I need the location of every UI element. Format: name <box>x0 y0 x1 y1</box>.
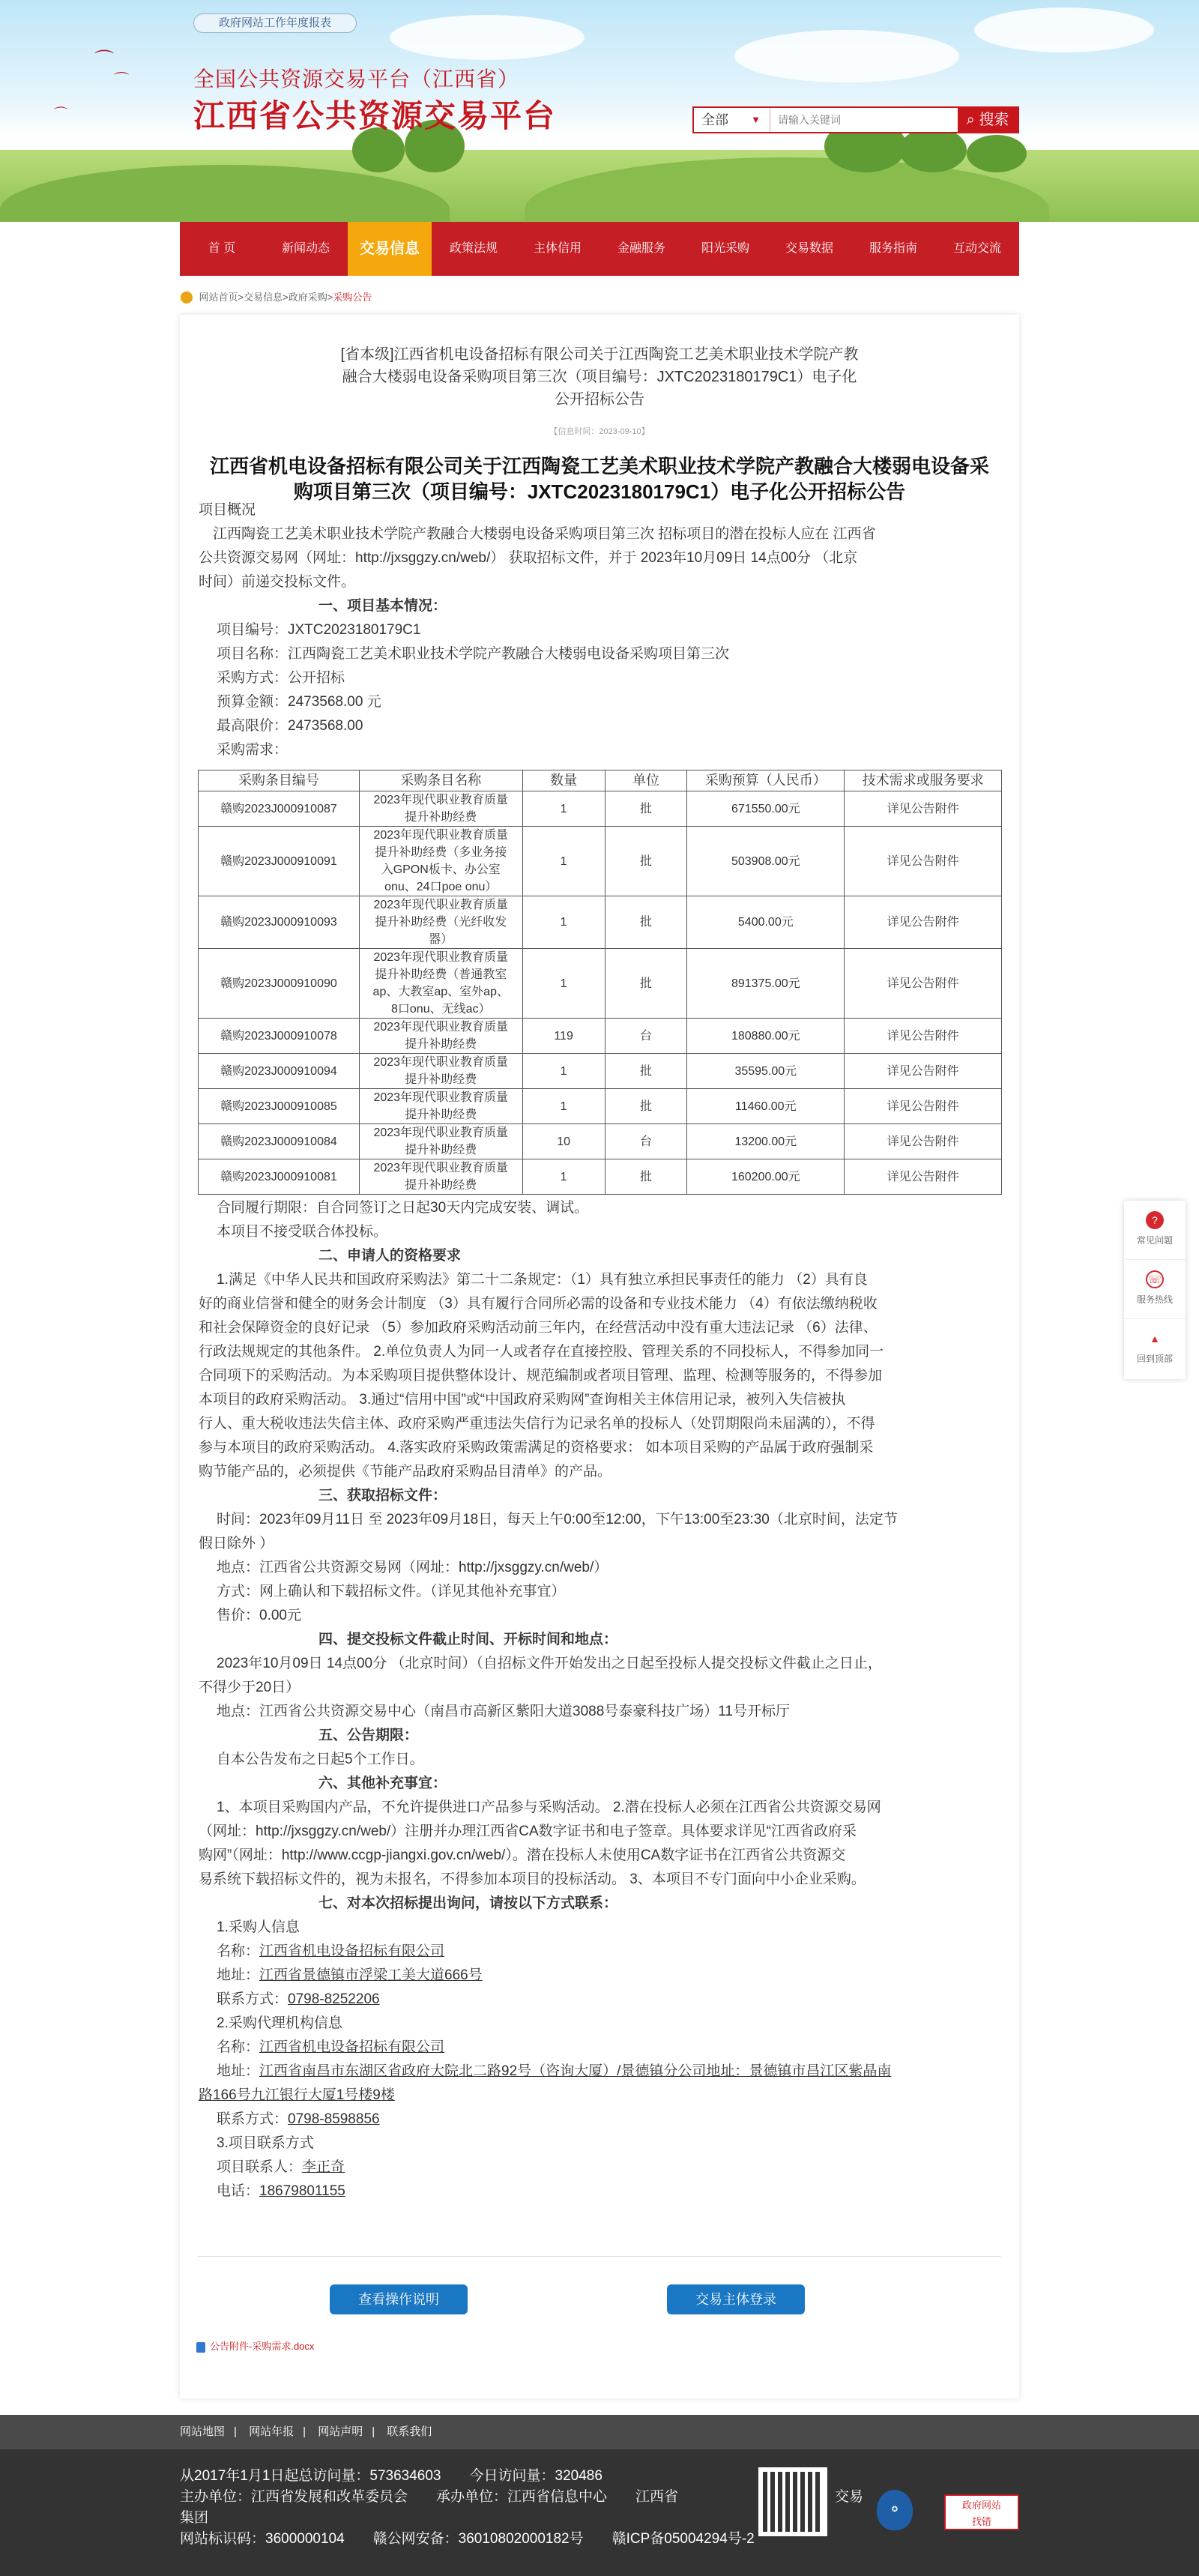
agency-address-link[interactable]: 江西省南昌市东湖区省政府大院北二路92号（咨询大厦）/景德镇分公司地址：景德镇市昌江区紫晶南 <box>259 2063 892 2079</box>
nav-item-interact[interactable]: 互动交流 <box>952 242 1001 255</box>
table-row: 赣购2023J000910085 2023年现代职业教育质量 提升补助经费 1 批 11460.00元 详见公告附件 <box>199 1089 1002 1124</box>
footer-link-annual[interactable]: 网站年报 <box>249 2425 295 2438</box>
qr-code <box>758 2467 827 2536</box>
table-row: 赣购2023J000910087 2023年现代职业教育质量 提升补助经费 1 批 671550.00元 详见公告附件 <box>199 791 1002 827</box>
agency-phone-link[interactable]: 0798-8598856 <box>288 2111 380 2127</box>
buyer-phone-link[interactable]: 0798-8252206 <box>288 1991 380 2007</box>
report-error-badge[interactable]: 政府网站 找错 <box>944 2494 1019 2530</box>
question-icon: ? <box>1146 1211 1164 1229</box>
document-icon <box>196 2342 205 2353</box>
subject-login-button[interactable]: 交易主体登录 <box>667 2284 805 2314</box>
section-heading: 二、申请人的资格要求 <box>318 1248 462 1264</box>
table-row: 赣购2023J000910078 2023年现代职业教育质量 提升补助经费 119 台 180880.00元 详见公告附件 <box>199 1019 1002 1054</box>
table-row: 赣购2023J000910091 2023年现代职业教育质量 提升补助经费（多业务接 入GPON板卡、办公室 onu、24口poe onu） 1 批 503908.00元 详见公告附件 <box>199 827 1002 896</box>
attachment-link[interactable]: 公告附件-采购需求.docx <box>196 2338 314 2353</box>
cloud-decoration <box>734 30 959 82</box>
publish-date: 【信息时间：2023-09-10】 <box>549 427 650 436</box>
overview-label: 项目概况 <box>199 502 256 518</box>
search-box <box>692 106 1019 133</box>
main-nav <box>180 222 1019 276</box>
breadcrumb-level1[interactable]: 交易信息 <box>244 292 283 303</box>
nav-item-news[interactable]: 新闻动态 <box>281 242 330 255</box>
site-header <box>0 0 1199 222</box>
breadcrumb: ⬤ 网站首页>交易信息>政府采购>采购公告 <box>180 291 372 304</box>
breadcrumb-current[interactable]: 采购公告 <box>333 292 372 303</box>
nav-item-guide[interactable]: 服务指南 <box>869 242 917 255</box>
section-heading: 七、对本次招标提出询问，请按以下方式联系： <box>318 1895 618 1911</box>
footer-link-contact[interactable]: 联系我们 <box>387 2425 432 2438</box>
cloud-decoration <box>974 7 1154 52</box>
sponsor-info: 主办单位：江西省发展和改革委员会 承办单位：江西省信息中心 江西省 <box>180 2489 679 2505</box>
section-heading: 六、其他补充事宜： <box>318 1776 447 1791</box>
nav-item-sunshine[interactable]: 阳光采购 <box>701 242 749 255</box>
buyer-address-link[interactable]: 江西省景德镇市浮梁工美大道666号 <box>259 1967 483 1983</box>
article-body-part1: 项目概况 江西陶瓷工艺美术职业技术学院产教融合大楼弱电设备采购项目第三次 招标项目的潜在投标人应在 江西省 公共资源交易网（网址：http://jxsggzy.cn/web/） 获取招标文件，并于 2023年10月09日 14点00分 （北京 时间）前递交投标文件。 一、项目基本情况： 项目编号：JXTC2023180179C1 项目名称：江西陶瓷工艺美术职业技术学院产教融合大楼弱电设备采购项目第三次 采购方式：公开招标 预算金额：2473568.00 元 最高限价：2473568.00 采购需求： <box>199 498 1005 762</box>
party-gov-badge-icon[interactable]: ✪ <box>877 2490 913 2530</box>
phone-icon: ☏ <box>1146 1270 1164 1288</box>
floating-toolbar <box>1124 1201 1186 1379</box>
footer-links-bar: 网站地图 | 网站年报 | 网站声明 | 联系我们 <box>0 2415 1199 2449</box>
sponsor-group: 集团 <box>180 2510 209 2526</box>
table-row: 赣购2023J000910081 2023年现代职业教育质量 提升补助经费 1 批 160200.00元 详见公告附件 <box>199 1159 1002 1195</box>
section-heading: 五、公告期限： <box>318 1728 419 1743</box>
search-input[interactable] <box>770 108 958 132</box>
chevron-down-icon: ▼ <box>751 114 761 125</box>
buyer-name-link[interactable]: 江西省机电设备招标有限公司 <box>259 1943 445 1959</box>
faq-button[interactable]: ? 常见问题 <box>1124 1201 1186 1260</box>
site-ids: 网站标识码：3600000104 赣公网安备：36010802000182号 赣ICP备05004294号-2 <box>180 2531 755 2547</box>
location-pin-icon: ⬤ <box>180 291 193 304</box>
sponsor-info-tail: 交易 <box>835 2489 864 2505</box>
nav-item-finance[interactable]: 金融服务 <box>617 242 665 255</box>
hotline-button[interactable]: ☏ 服务热线 <box>1124 1260 1186 1319</box>
view-guide-button[interactable]: 查看操作说明 <box>330 2284 468 2314</box>
site-title[interactable]: 江西省公共资源交易平台 <box>193 97 557 134</box>
table-row: 赣购2023J000910090 2023年现代职业教育质量 提升补助经费（普通教室 ap、大教室ap、室外ap、 8口onu、无线ac） 1 批 891375.00元 详见公告附件 <box>199 949 1002 1019</box>
nav-item-policy[interactable]: 政策法规 <box>449 242 498 255</box>
section-heading: 一、项目基本情况： <box>318 598 447 614</box>
search-scope-select[interactable]: 全部 ▼ <box>694 108 770 132</box>
bird-icon: ⌒ <box>94 49 115 71</box>
breadcrumb-level2[interactable]: 政府采购 <box>288 292 327 303</box>
footer-link-sitemap[interactable]: 网站地图 <box>180 2425 226 2438</box>
bird-icon: ⌒ <box>54 106 67 121</box>
annual-report-link[interactable]: 政府网站工作年度报表 <box>193 13 357 33</box>
agency-address-link-cont[interactable]: 路166号九江银行大厦1号楼9楼 <box>199 2087 395 2103</box>
article-body-part2: 合同履行期限：自合同签订之日起30天内完成安装、调试。 本项目不接受联合体投标。 二、申请人的资格要求 1.满足《中华人民共和国政府采购法》第二十二条规定：（1）具有独立承担民事责任的能力 （2）具有良 好的商业信誉和健全的财务会计制度 （3）具有履行合同所必需的设备和专业技术能力 （4）有依法缴纳税收 和社会保障资金的良好记录 （5）参加政府采购活动前三年内，在经营活动中没有重大违法记录 （6）法律、 行政法规规定的其他条件。 2.单位负责人为同一人或者存在直接控股、管理关系的不同投标人，不得参加同一 合同项下的采购活动。为本采购项目提供整体设计、规范编制或者项目管理、监理、检测等服务的，不得参加 本项目的政府采购活动。 3.通过“信用中国”或“中国政府采购网”查询相关主体信用记录，被列入失信被执 行人、重大税收违法失信主体、政府采购严重违法失信行为记录名单的投标人（处罚期限尚未届满的），不得 参与本项目的政府采购活动。 4.落实政府采购政策需满足的资格要求： 如本项目采购的产品属于政府强制采 购节能产品的，必须提供《节能产品政府采购品目清单》的产品。 三、获取招标文件： 时间：2023年09月11日 至 2023年09月18日，每天上午0:00至12:00，下午13:00至23:30（北京时间，法定节 假日除外 ） 地点：江西省公共资源交易网（网址：http://jxsggzy.cn/web/） 方式：网上确认和下载招标文件。（详见其他补充事宜） 售价：0.00元 四、提交投标文件截止时间、开标时间和地点： 2023年10月09日 14点00分 （北京时间）（自招标文件开始发出之日起至投标人提交投标文件截止之日止， 不得少于20日） 地点：江西省公共资源交易中心（南昌市高新区紫阳大道3088号泰豪科技广场）11号开标厅 五、公告期限： 自本公告发布之日起5个工作日。 六、其他补充事宜： 1、本项目采购国内产品，不允许提供进口产品参与采购活动。 2.潜在投标人必须在江西省公共资源交易网 （网址：http://jxsggzy.cn/web/）注册并办理江西省CA数字证书和电子签章。具体要求详见“江西省政府采 购网”（网址：http://www.ccgp-jiangxi.gov.cn/web/）。潜在投标人未使用CA数字证书在江西省公共资源交 易系统下载招标文件的，视为未报名，不得参加本项目的投标活动。 3、本项目不专门面向中小企业采购。 七、对本次招标提出询问，请按以下方式联系： 1.采购人信息 名称：江西省机电设备招标有限公司 地址：江西省景德镇市浮梁工美大道666号 联系方式：0798-8252206 2.采购代理机构信息 名称：江西省机电设备招标有限公司 地址：江西省南昌市东湖区省政府大院北二路92号（咨询大厦）/景德镇分公司地址：景德镇市昌江区紫晶南 路166号九江银行大厦1号楼9楼 联系方式：0798-8598856 3.项目联系方式 项目联系人：李正奇 电话：18679801155 <box>199 1196 1005 2204</box>
search-button[interactable]: ⌕ 搜索 <box>958 108 1018 132</box>
back-to-top-button[interactable]: ▲ 回到顶部 <box>1124 1319 1186 1378</box>
hills-decoration <box>0 150 1199 222</box>
bird-icon: ⌒ <box>114 72 129 88</box>
contact-person-link[interactable]: 李正奇 <box>302 2159 345 2175</box>
contact-phone-link[interactable]: 18679801155 <box>259 2183 345 2199</box>
visit-counter: 从2017年1月1日起总访问量：573634603 今日访问量：320486 <box>180 2468 602 2484</box>
article-title: [省本级]江西省机电设备招标有限公司关于江西陶瓷工艺美术职业技术学院产教 融合大楼弱电设备采购项目第三次（项目编号：JXTC2023180179C1）电子化 公开招标公告 <box>340 346 859 408</box>
requirements-table <box>198 770 1002 1195</box>
nav-item-home[interactable]: 首 页 <box>208 242 236 255</box>
nav-item-credit[interactable]: 主体信用 <box>533 242 582 255</box>
footer-link-statement[interactable]: 网站声明 <box>318 2425 363 2438</box>
table-row: 赣购2023J000910093 2023年现代职业教育质量 提升补助经费（光纤收发 器） 1 批 5400.00元 详见公告附件 <box>199 896 1002 949</box>
table-row: 赣购2023J000910084 2023年现代职业教育质量 提升补助经费 10 台 13200.00元 详见公告附件 <box>199 1124 1002 1159</box>
divider <box>198 2256 1001 2257</box>
table-row: 赣购2023J000910094 2023年现代职业教育质量 提升补助经费 1 批 35595.00元 详见公告附件 <box>199 1054 1002 1089</box>
announcement-heading: 江西省机电设备招标有限公司关于江西陶瓷工艺美术职业技术学院产教融合大楼弱电设备采 购项目第三次（项目编号：JXTC2023180179C1）电子化公开招标公告 <box>209 455 989 503</box>
cloud-decoration <box>390 15 585 60</box>
table-header-row: 采购条目编号 采购条目名称 数量 单位 采购预算（人民币） 技术需求或服务要求 <box>199 770 1002 791</box>
section-heading: 四、提交投标文件截止时间、开标时间和地点： <box>318 1632 618 1647</box>
agency-name-link[interactable]: 江西省机电设备招标有限公司 <box>259 2039 445 2055</box>
search-icon: ⌕ <box>966 112 975 128</box>
site-subtitle: 全国公共资源交易平台（江西省） <box>193 67 520 91</box>
nav-item-trade-info[interactable]: 交易信息 <box>348 222 432 276</box>
section-heading: 三、获取招标文件： <box>318 1488 447 1503</box>
nav-item-data[interactable]: 交易数据 <box>785 242 833 255</box>
arrow-up-icon: ▲ <box>1146 1330 1164 1348</box>
breadcrumb-home[interactable]: 网站首页 <box>199 292 238 303</box>
